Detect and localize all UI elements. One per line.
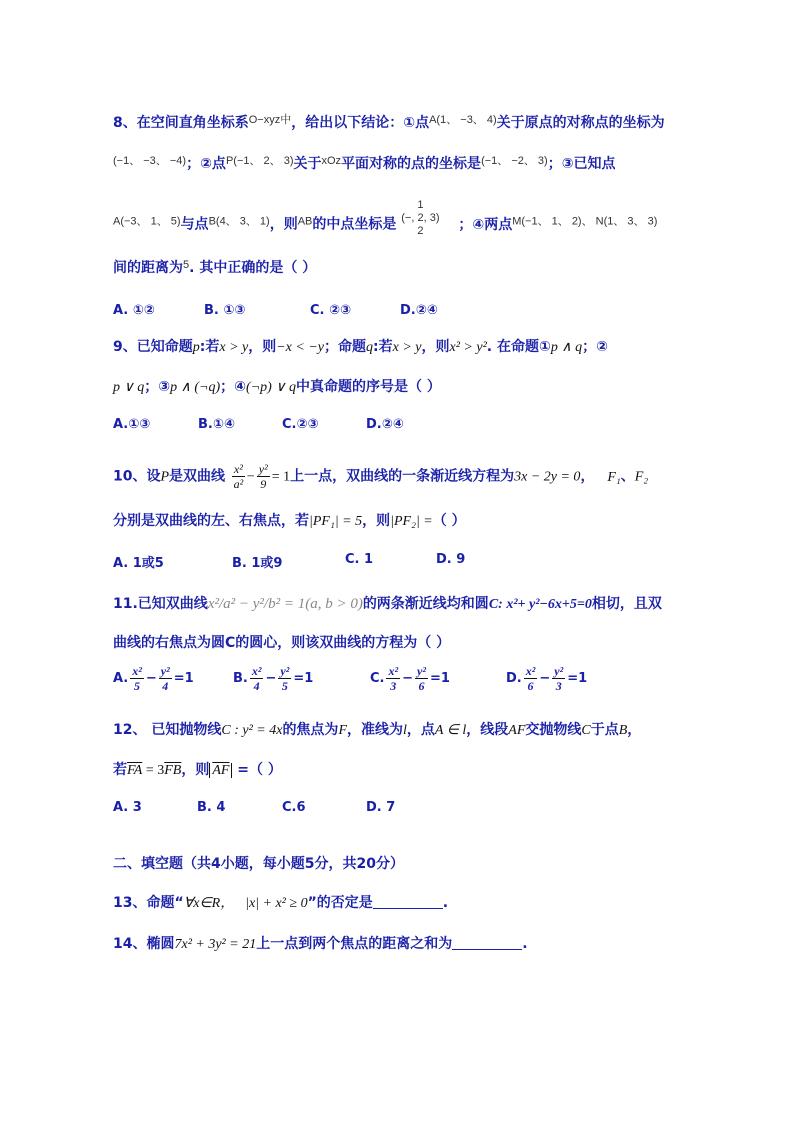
q11-text: 11.已知双曲线 bbox=[113, 596, 208, 612]
q8-text: 间的距离为 bbox=[113, 260, 183, 276]
q11-text: 相切，且双 bbox=[591, 596, 662, 612]
math: |PF₂| = bbox=[390, 514, 433, 529]
math: F₂ bbox=[634, 469, 649, 485]
q8-text: 平面对称的点的坐标是 bbox=[341, 156, 482, 172]
math: p ∧ q bbox=[550, 340, 583, 355]
point-p: P(−1、 2、 3) bbox=[225, 155, 294, 167]
vector-fa: $\overline{FA}$ bbox=[127, 763, 143, 778]
q8-text: 关于原点的对称点的坐标为 bbox=[496, 115, 665, 131]
option-c: C. ②③ bbox=[310, 303, 352, 318]
option-b: B. 4 bbox=[197, 800, 226, 815]
math: x² > y² bbox=[449, 340, 487, 355]
point-a: A(−3、 1、 5) bbox=[113, 215, 181, 228]
math: p ∧ (¬q) bbox=[170, 380, 221, 395]
answer-blank[interactable] bbox=[452, 935, 522, 950]
q11-text: 曲线的右焦点为圆C的圆心，则该双曲线的方程为（ ） bbox=[113, 635, 451, 651]
option-d: D. 7 bbox=[366, 800, 396, 815]
q14-line bbox=[113, 934, 528, 955]
q14-text: . bbox=[522, 936, 528, 952]
math: A ∈ l bbox=[434, 723, 467, 738]
math: − bbox=[246, 469, 255, 485]
math: x > y bbox=[392, 340, 422, 355]
option-c: C.②③ bbox=[282, 417, 319, 432]
points-mn: M(−1、 1、 2)、 N(1、 3、 3) bbox=[512, 215, 658, 228]
plane-xoz: xOz bbox=[321, 155, 342, 167]
q12-text: ，线段 bbox=[466, 722, 509, 738]
math: B bbox=[618, 723, 628, 738]
q8-line-4 bbox=[113, 255, 316, 278]
q8-text: ；④两点 bbox=[458, 216, 513, 233]
q10-text: 上一点，双曲线的一条渐近线方程为 bbox=[290, 468, 515, 485]
math: −x < −y bbox=[276, 340, 325, 355]
q10-text: ，则 bbox=[362, 513, 391, 529]
segment-ab: AB bbox=[297, 215, 313, 228]
q10-text: 、 bbox=[620, 468, 635, 485]
q9-text: :若 bbox=[199, 339, 220, 355]
q13-text: 13、命题“ bbox=[113, 895, 184, 911]
q12-text: 若 bbox=[113, 762, 127, 778]
q11-line-1 bbox=[113, 594, 662, 615]
math: l bbox=[403, 723, 407, 738]
math: = 3 bbox=[142, 763, 165, 778]
answer-blank[interactable] bbox=[373, 894, 443, 909]
vector-fb: $\overline{FB}$ bbox=[164, 763, 182, 778]
math: |x| + x² ≥ 0 bbox=[245, 896, 308, 911]
math: ∀x∈R， bbox=[183, 896, 235, 911]
q8-text: ，则 bbox=[269, 216, 298, 233]
math: q bbox=[366, 340, 374, 355]
option-a: A. 3 bbox=[113, 800, 142, 815]
q9-text: ；② bbox=[582, 339, 608, 355]
q9-text: ；④ bbox=[220, 379, 246, 395]
math: P bbox=[160, 469, 170, 485]
math: F₁ bbox=[607, 469, 621, 485]
q10-line-2 bbox=[113, 511, 466, 532]
q10-line-1 bbox=[113, 462, 648, 491]
q9-text: 中真命题的序号是（ ） bbox=[296, 379, 441, 395]
option-c: C. $\frac{\text{x²}}{3}$ − $\frac{\text{y²}}{6}$ =1 bbox=[370, 664, 450, 693]
option-d: D. $\frac{\text{x²}}{6}$ − $\frac{\text{y²}}{3}$ =1 bbox=[506, 664, 588, 693]
q8-text: 关于 bbox=[293, 156, 322, 172]
q10-text: 是双曲线 bbox=[169, 468, 226, 485]
math: F bbox=[338, 723, 347, 738]
midpoint-coord: 1 (−, 2, 3) 2 bbox=[401, 199, 440, 237]
option-b: B.①④ bbox=[198, 417, 235, 432]
math: AF bbox=[508, 723, 526, 738]
q9-text: 9、已知命题 bbox=[113, 339, 193, 355]
option-c: C. 1 bbox=[345, 552, 374, 567]
math: 7x² + 3y² = 21 bbox=[174, 937, 257, 952]
q10-text: （ ） bbox=[432, 513, 466, 529]
circle-equation: C: x²+ y²−6x+5=0 bbox=[488, 597, 592, 612]
q12-text: =（ ） bbox=[232, 762, 282, 778]
math: p bbox=[192, 340, 200, 355]
q10-text: ， bbox=[580, 468, 595, 485]
q8-line-1 bbox=[113, 110, 665, 133]
q11-line-2 bbox=[113, 633, 450, 653]
q13-text: . bbox=[442, 895, 449, 911]
math: (¬p) ∨ q bbox=[246, 380, 297, 395]
coord-system: O−xyz中 bbox=[248, 114, 292, 126]
option-a: A. 1或5 bbox=[113, 556, 164, 571]
q9-text: :若 bbox=[373, 339, 393, 355]
fraction: $\frac{\text{y²}}{9}$ bbox=[258, 462, 268, 491]
option-a: A. ①② bbox=[113, 303, 155, 318]
q9-text: ，则 bbox=[421, 339, 450, 355]
q14-text: 14、椭圆 bbox=[113, 936, 175, 952]
q8-line-2 bbox=[113, 151, 616, 174]
section-heading: 二、填空题（共4小题，每小题5分，共20分） bbox=[113, 856, 404, 872]
q10-text: 分别是双曲线的左、右焦点，若 bbox=[113, 513, 309, 529]
distance: 5 bbox=[183, 259, 190, 271]
math: 3x − 2y = 0 bbox=[514, 469, 581, 485]
q12-text: 12、 已知抛物线 bbox=[113, 722, 222, 738]
option-a: A. $\frac{\text{x²}}{5}$ − $\frac{\text{y²}}{4}$ =1 bbox=[113, 664, 194, 693]
q14-text: 上一点到两个焦点的距离之和为 bbox=[256, 936, 453, 952]
q9-text: ；命题 bbox=[324, 339, 367, 355]
q12-text: 于点 bbox=[590, 722, 619, 738]
point-b: B(4、 3、 1) bbox=[208, 215, 270, 228]
math: |PF₁| = 5 bbox=[309, 514, 363, 529]
math: C : y² = 4x bbox=[221, 723, 283, 738]
option-c: C.6 bbox=[282, 800, 306, 815]
q13-text: ”的否定是 bbox=[307, 895, 373, 911]
q12-line-2 bbox=[113, 760, 282, 781]
q12-text: 的焦点为 bbox=[282, 722, 339, 738]
q8-text: ；②点 bbox=[186, 156, 226, 172]
q11-text: 的两条渐近线均和圆 bbox=[362, 596, 489, 612]
q10-text: 10、设 bbox=[113, 468, 161, 485]
q9-text: ；③ bbox=[144, 379, 171, 395]
q12-text: ，点 bbox=[406, 722, 435, 738]
option-b: B. ①③ bbox=[204, 303, 246, 318]
q9-line-2 bbox=[113, 377, 441, 398]
q8-text: . 其中正确的是（ ） bbox=[189, 260, 317, 276]
q8-text: ；③已知点 bbox=[547, 156, 616, 172]
q13-line bbox=[113, 893, 448, 914]
q8-text: ，给出以下结论：①点 bbox=[291, 115, 430, 131]
point-a: A(1、 −3、 4) bbox=[429, 114, 497, 126]
q8-text: 的中点坐标是 bbox=[312, 216, 397, 233]
abs-vector-af: $\overline{AF}$ bbox=[209, 763, 232, 778]
coord: (−1、 −3、 −4) bbox=[113, 155, 187, 167]
option-b: B. $\frac{\text{x²}}{4}$ − $\frac{\text{y²}}{5}$ =1 bbox=[233, 664, 314, 693]
coord: (−1、 −2、 3) bbox=[481, 155, 548, 167]
math: p ∨ q bbox=[113, 380, 145, 395]
q8-line-3 bbox=[113, 199, 658, 244]
q12-text: ，则 bbox=[181, 762, 210, 778]
option-b: B. 1或9 bbox=[232, 556, 283, 571]
q8-text: 8、在空间直角坐标系 bbox=[113, 115, 249, 131]
fraction: $\frac{\text{x²}}{\text{a²}}$ bbox=[233, 462, 244, 491]
q9-text: ，则 bbox=[248, 339, 277, 355]
q9-text: . 在命题① bbox=[486, 339, 551, 355]
option-d: D.②④ bbox=[366, 417, 404, 432]
q8-text: 与点 bbox=[180, 216, 209, 233]
hyperbola-equation-image: x²/a² − y²/b² = 1(a, b > 0) bbox=[207, 596, 363, 612]
math: x > y bbox=[219, 340, 249, 355]
math: = 1 bbox=[271, 469, 291, 485]
option-d: D.②④ bbox=[400, 303, 438, 318]
math: C bbox=[581, 723, 591, 738]
option-a: A.①③ bbox=[113, 417, 151, 432]
q12-line-1 bbox=[113, 720, 641, 741]
q9-line-1 bbox=[113, 337, 608, 358]
option-d: D. 9 bbox=[436, 552, 466, 567]
q12-text: ，准线为 bbox=[347, 722, 403, 738]
q12-text: ， bbox=[627, 722, 642, 738]
q12-text: 交抛物线 bbox=[525, 722, 582, 738]
